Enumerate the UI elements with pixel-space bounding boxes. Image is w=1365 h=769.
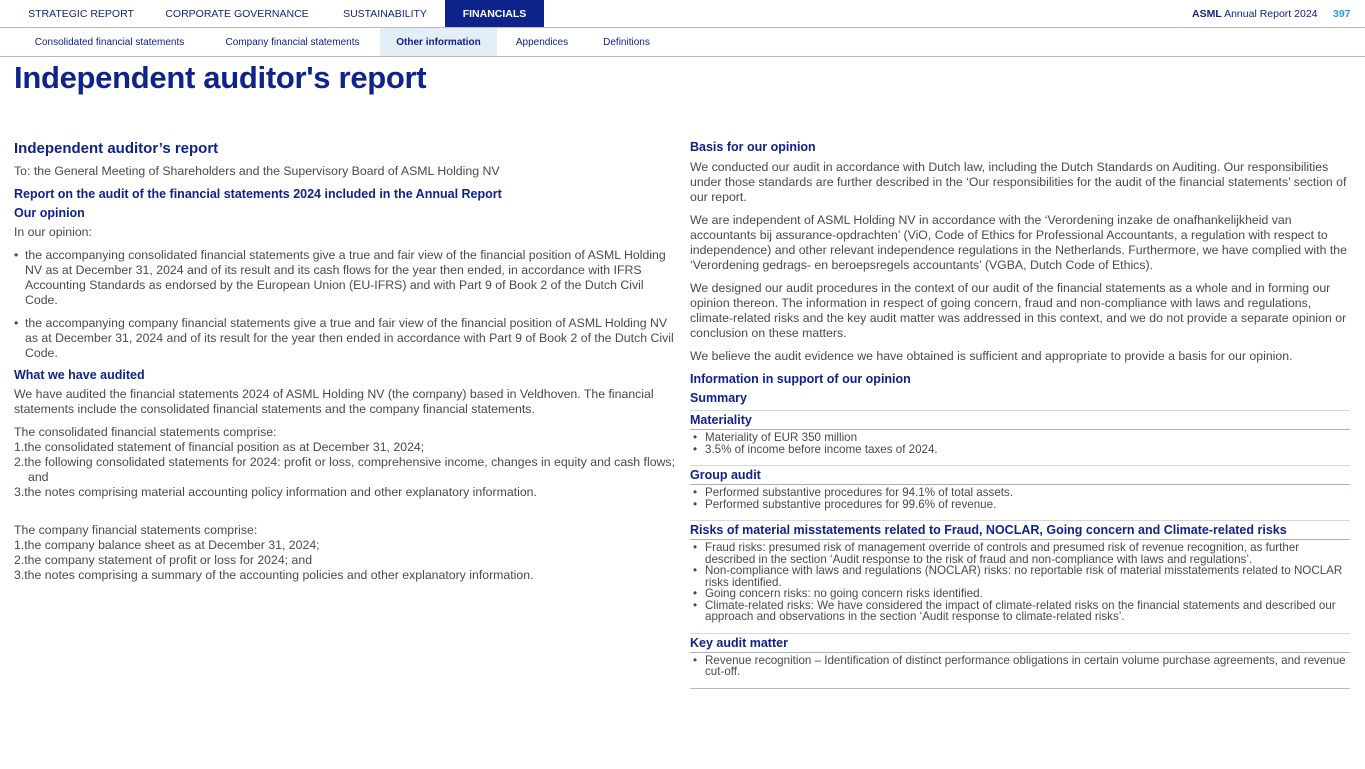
- summary-item: • Revenue recognition – Identification of distinct performance obligations in certain volume purchase agreements, and revenue cut-off.: [690, 655, 1350, 678]
- list-text: the following consolidated statements for 2024: profit or loss, comprehensive income, changes in equity and cash flows; and: [24, 455, 675, 484]
- tab-financials[interactable]: FINANCIALS: [445, 0, 544, 27]
- list-text: the company balance sheet as at December 31, 2024;: [24, 538, 320, 552]
- company-intro: The company financial statements comprise:: [14, 523, 258, 537]
- tab-strategic-report[interactable]: STRATEGIC REPORT: [28, 8, 134, 20]
- summary-risks: [690, 520, 1350, 633]
- list-text: the consolidated statement of financial position as at December 31, 2024;: [24, 440, 425, 454]
- subtab-definitions[interactable]: Definitions: [603, 37, 650, 48]
- summary-item: • Materiality of EUR 350 million: [690, 432, 1350, 444]
- summary-item: • Climate-related risks: We have considered the impact of climate-related risks on the financial statements and described our approach and observations in the section ‘Audit response to climate-related risks’.: [690, 600, 1350, 623]
- summary-item: • Fraud risks: presumed risk of management override of controls and presumed risk of revenue recognition, as further described in the section ‘Audit response to the risk of fraud and non-compliance with laws and regulations’.: [690, 542, 1350, 565]
- company-list-item: [14, 553, 676, 568]
- summary-heading: Summary: [690, 391, 747, 405]
- audited-paragraph: We have audited the financial statements 2024 of ASML Holding NV (the company) based in Veldhoven. The financial statements include the consolidated financial statements and the company financial statements.: [14, 387, 654, 416]
- opinion-bullet: • the accompanying company financial statements give a true and fair view of the financial position of ASML Holding NV as at December 31, 2024 and of its result for the year then ended in accordance with Part 9 of Book 2 of the Dutch Civil Code.: [14, 316, 676, 361]
- basis-paragraph: We conducted our audit in accordance with Dutch law, including the Dutch Standards on Auditing. Our responsibilities under those standards are further described in the ‘Our responsibilities for the audit of the financial statements’ section of our report.: [690, 160, 1347, 204]
- subtab-other-information[interactable]: Other information: [380, 28, 497, 56]
- list-number: 2.: [14, 455, 25, 469]
- brand-name: ASML: [1192, 8, 1222, 20]
- summary-item: • Performed substantive procedures for 94.1% of total assets.: [690, 487, 1350, 499]
- list-text: the notes comprising a summary of the accounting policies and other explanatory information.: [24, 568, 534, 582]
- subtab-appendices[interactable]: Appendices: [515, 37, 569, 48]
- consolidated-list-item: [14, 485, 676, 500]
- company-list-item: [14, 568, 676, 583]
- summary-section-title: Key audit matter: [690, 634, 1350, 653]
- addressee-line: To: the General Meeting of Shareholders and the Supervisory Board of ASML Holding NV: [14, 164, 500, 178]
- consolidated-intro: The consolidated financial statements comprise:: [14, 425, 277, 439]
- basis-paragraph: We are independent of ASML Holding NV in accordance with the ‘Verordening inzake de onafhankelijkheid van accountants bij assurance-opdrachten’ (ViO, Code of Ethics for Professional Accountants, a regulation with respect to independence) and other relevant independence regulations in the Netherlands. Furthermore, we have complied with the ‘Verordening gedrags- en beroepsregels accountants’ (VGBA, Dutch Code of Ethics).: [690, 213, 1347, 272]
- list-text: the company statement of profit or loss for 2024; and: [24, 553, 313, 567]
- consolidated-list-item: [14, 455, 676, 485]
- subtab-consolidated-financial-statements[interactable]: Consolidated financial statements: [34, 37, 185, 48]
- top-navigation: [0, 0, 1365, 28]
- list-number: 2.: [14, 553, 25, 567]
- report-name: Annual Report 2024: [1224, 8, 1318, 20]
- report-on-audit-heading: Report on the audit of the financial statements 2024 included in the Annual Report: [14, 187, 502, 201]
- list-number: 1.: [14, 538, 25, 552]
- sub-navigation: [0, 28, 1365, 57]
- summary-section-title: Materiality: [690, 411, 1350, 430]
- our-opinion-heading: Our opinion: [14, 206, 85, 220]
- page-number: 397: [1333, 8, 1351, 20]
- summary-key-audit-matter: [690, 633, 1350, 689]
- basis-paragraph: We believe the audit evidence we have obtained is sufficient and appropriate to provide a basis for our opinion.: [690, 349, 1293, 363]
- opinion-bullet: • the accompanying consolidated financial statements give a true and fair view of the financial position of ASML Holding NV as at December 31, 2024 and of its result and its cash flows for the year then ended, in accordance with IFRS Accounting Standards as endorsed by the European Union (EU-IFRS) and with Part 9 of Book 2 of the Dutch Civil Code.: [14, 248, 676, 308]
- summary-section-title: Group audit: [690, 466, 1350, 485]
- basis-paragraph: We designed our audit procedures in the context of our audit of the financial statements as a whole and in forming our opinion thereon. The information in respect of going concern, fraud and non-compliance with laws and regulations, climate-related risks and the key audit matter was addressed in this context, and we do not provide a separate opinion or conclusion on these matters.: [690, 281, 1347, 340]
- summary-item: • 3.5% of income before income taxes of 2024.: [690, 444, 1350, 456]
- opinion-intro: In our opinion:: [14, 225, 92, 239]
- list-number: 1.: [14, 440, 25, 454]
- summary-section-title: Risks of material misstatements related to Fraud, NOCLAR, Going concern and Climate-related risks: [690, 521, 1350, 540]
- report-heading: Independent auditor’s report: [14, 140, 219, 157]
- summary-item: • Performed substantive procedures for 99.6% of revenue.: [690, 499, 1350, 511]
- what-we-audited-heading: What we have audited: [14, 368, 145, 382]
- summary-materiality: [690, 410, 1350, 465]
- basis-heading: Basis for our opinion: [690, 140, 816, 154]
- subtab-company-financial-statements[interactable]: Company financial statements: [225, 37, 360, 48]
- tab-sustainability[interactable]: SUSTAINABILITY: [343, 8, 427, 20]
- list-text: the notes comprising material accounting policy information and other explanatory information.: [24, 485, 537, 499]
- list-number: 3.: [14, 485, 25, 499]
- consolidated-list-item: [14, 440, 676, 455]
- right-column: [690, 140, 1350, 689]
- summary-group-audit: [690, 465, 1350, 520]
- support-heading: Information in support of our opinion: [690, 372, 911, 386]
- tab-corporate-governance[interactable]: CORPORATE GOVERNANCE: [165, 8, 309, 20]
- summary-item: • Non-compliance with laws and regulations (NOCLAR) risks: no reportable risk of material misstatements related to NOCLAR risks identified.: [690, 565, 1350, 588]
- page-title: Independent auditor's report: [14, 60, 427, 95]
- list-number: 3.: [14, 568, 25, 582]
- left-column: [14, 140, 676, 583]
- report-title: [1192, 0, 1318, 28]
- summary-item: • Going concern risks: no going concern risks identified.: [690, 588, 1350, 600]
- company-list-item: [14, 538, 676, 553]
